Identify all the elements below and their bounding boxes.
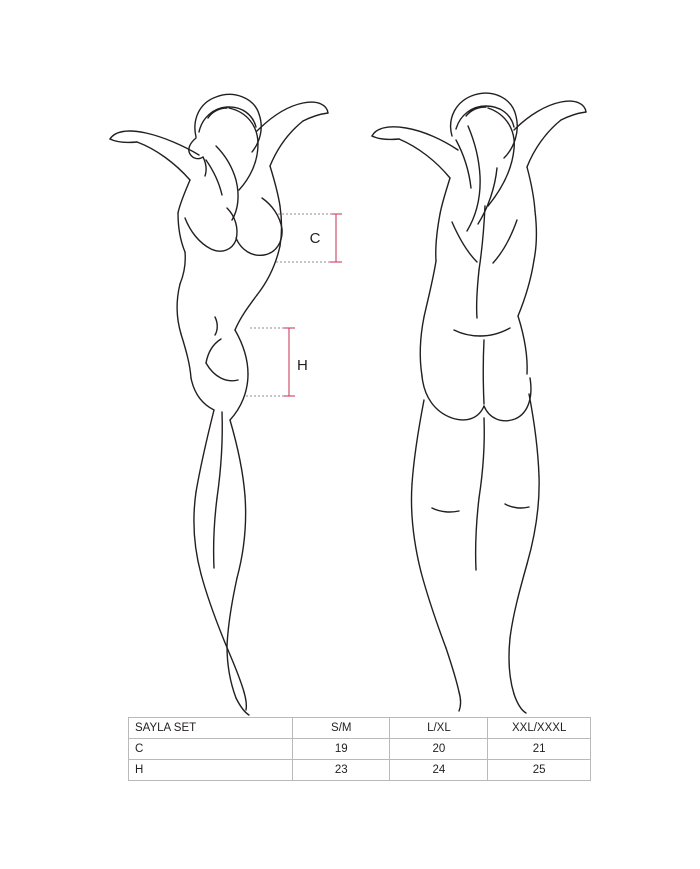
h-measure-bracket — [283, 328, 295, 396]
measurement-annotations — [246, 214, 342, 396]
table-header-size-lxl: L/XL — [390, 718, 488, 739]
cup-measure-label: C — [309, 230, 321, 247]
row-label-h: H — [129, 760, 293, 781]
table-header-size-sm: S/M — [293, 718, 390, 739]
table-header-row — [129, 718, 591, 739]
row-label-c: C — [129, 739, 293, 760]
table-row — [129, 739, 591, 760]
hip-measure-label: H — [297, 357, 308, 374]
row-c-value-sm: 19 — [293, 739, 390, 760]
row-h-value-xxlxxxl: 25 — [488, 760, 591, 781]
back-figure-outline — [372, 93, 586, 713]
front-figure-outline — [110, 94, 328, 715]
row-h-value-sm: 23 — [293, 760, 390, 781]
size-table — [128, 717, 591, 781]
table-header-size-xxlxxxl: XXL/XXXL — [488, 718, 591, 739]
h-measure-guides — [246, 328, 286, 396]
table-header-product: SAYLA SET — [129, 718, 293, 739]
row-c-value-xxlxxxl: 21 — [488, 739, 591, 760]
row-h-value-lxl: 24 — [390, 760, 488, 781]
c-measure-bracket — [330, 214, 342, 262]
c-measure-guides — [276, 214, 332, 262]
table-row — [129, 760, 591, 781]
row-c-value-lxl: 20 — [390, 739, 488, 760]
